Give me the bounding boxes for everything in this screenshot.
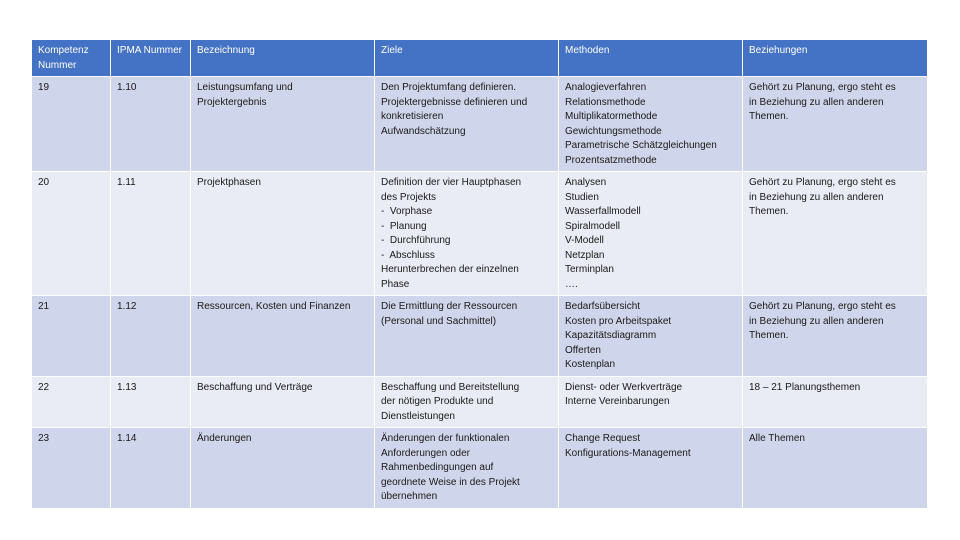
cell-methoden [559,296,743,377]
cell-line: Gehört zu Planung, ergo steht es [749,82,896,93]
cell-kompetenz: 19 [32,77,111,172]
cell-line: Die Ermittlung der Ressourcen [381,301,518,312]
cell-line: V-Modell [565,235,604,246]
header-ipma-nummer: IPMA Nummer [111,40,191,77]
cell-line: - Durchführung [381,235,451,246]
cell-line: Prozentsatzmethode [565,154,657,166]
cell-ipma: 1.13 [111,376,191,428]
cell-line: …. [565,278,578,290]
cell-line: in Beziehung zu allen anderen [749,191,884,203]
cell-line: Konfigurations-Management [565,447,691,459]
cell-methoden [559,376,743,428]
cell-line: Dienst- oder Werkverträge [565,381,683,393]
cell-line: Kapazitätsdiagramm [565,330,657,341]
cell-ziele [375,296,559,377]
cell-kompetenz: 22 [32,376,111,428]
cell-line: Alle Themen [749,433,805,444]
cell-line: Themen. [749,206,789,217]
header-bezeichnung: Bezeichnung [191,40,375,77]
cell-line: Themen. [749,111,789,122]
cell-line: übernehmen [381,491,438,502]
cell-line: Änderungen der funktionalen [381,433,510,444]
header-beziehungen: Beziehungen [743,40,928,77]
table-body [32,77,928,509]
cell-line: Kosten pro Arbeitspaket [565,315,672,327]
cell-methoden [559,172,743,296]
header-methoden: Methoden [559,40,743,77]
cell-kompetenz: 23 [32,428,111,509]
cell-line: Change Request [565,433,641,444]
cell-line: Aufwandschätzung [381,125,466,137]
cell-line: Studien [565,191,599,203]
cell-line: Analogieverfahren [565,82,647,93]
cell-beziehungen [743,296,928,377]
cell-line: Beschaffung und Bereitstellung [381,381,520,393]
cell-bezeichnung [191,77,375,172]
cell-line: 18 – 21 Planungsthemen [749,381,861,393]
cell-line: Den Projektumfang definieren. [381,82,517,93]
cell-beziehungen [743,172,928,296]
cell-line: Netzplan [565,249,605,261]
cell-ipma: 1.10 [111,77,191,172]
table-row [32,172,928,296]
cell-bezeichnung [191,428,375,509]
cell-bezeichnung [191,376,375,428]
cell-line: Interne Vereinbarungen [565,396,670,407]
cell-line: Änderungen [197,433,252,444]
cell-line: Phase [381,278,410,290]
competency-table [31,39,928,509]
cell-line: Relationsmethode [565,96,646,108]
cell-line: der nötigen Produkte und [381,396,494,407]
cell-line: in Beziehung zu allen anderen [749,315,884,327]
cell-beziehungen [743,428,928,509]
cell-line: Gehört zu Planung, ergo steht es [749,177,896,188]
cell-ziele [375,77,559,172]
cell-methoden [559,428,743,509]
header-kompetenz-nummer: Kompetenz Nummer [32,40,111,77]
cell-line: Terminplan [565,264,614,275]
cell-line: Leistungsumfang und [197,82,293,93]
cell-kompetenz: 20 [32,172,111,296]
cell-line: des Projekts [381,191,437,203]
cell-ziele [375,172,559,296]
cell-line: Spiralmodell [565,220,621,232]
cell-ipma: 1.12 [111,296,191,377]
cell-line: Herunterbrechen der einzelnen [381,264,519,275]
cell-line: in Beziehung zu allen anderen [749,96,884,108]
cell-line: Kostenplan [565,359,616,370]
cell-line: Beschaffung und Verträge [197,381,313,393]
cell-ziele [375,428,559,509]
cell-line: Definition der vier Hauptphasen [381,177,522,188]
cell-line: konkretisieren [381,111,444,122]
table-header [32,40,928,77]
cell-line: - Planung [381,220,427,232]
cell-line: Projektergebnisse definieren und [381,96,528,108]
cell-line: Rahmenbedingungen auf [381,462,494,473]
cell-bezeichnung [191,296,375,377]
cell-ipma: 1.11 [111,172,191,296]
table-row [32,376,928,428]
cell-line: Parametrische Schätzgleichungen [565,140,717,151]
cell-line: Projektphasen [197,177,261,188]
cell-ziele [375,376,559,428]
cell-line: Bedarfsübersicht [565,301,641,312]
table-row [32,428,928,509]
cell-ipma: 1.14 [111,428,191,509]
cell-beziehungen [743,77,928,172]
cell-beziehungen [743,376,928,428]
table-row [32,77,928,172]
cell-line: (Personal und Sachmittel) [381,315,497,327]
cell-line: Gehört zu Planung, ergo steht es [749,301,896,312]
cell-line: Anforderungen oder [381,447,470,459]
cell-bezeichnung [191,172,375,296]
header-ziele: Ziele [375,40,559,77]
cell-line: Analysen [565,177,607,188]
cell-line: Dienstleistungen [381,410,455,422]
cell-kompetenz: 21 [32,296,111,377]
header-row [32,40,928,77]
table-row [32,296,928,377]
cell-line: Ressourcen, Kosten und Finanzen [197,301,351,312]
cell-line: Multiplikatormethode [565,111,658,122]
cell-line: Wasserfallmodell [565,206,641,217]
cell-methoden [559,77,743,172]
cell-line: geordnete Weise in des Projekt [381,476,520,488]
cell-line: Projektergebnis [197,96,267,108]
cell-line: Offerten [565,344,601,356]
cell-line: - Vorphase [381,206,433,217]
cell-line: Gewichtungsmethode [565,125,662,137]
cell-line: Themen. [749,330,789,341]
cell-line: - Abschluss [381,249,435,261]
